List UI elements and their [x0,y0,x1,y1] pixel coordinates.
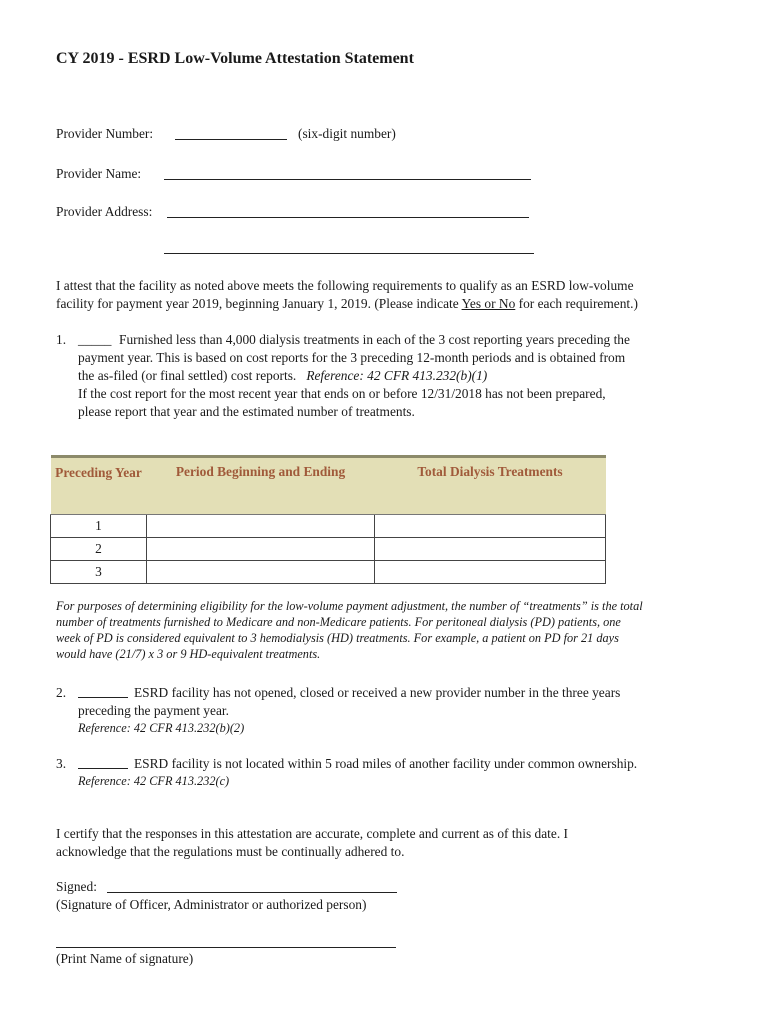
note-line-4: would have (21/7) x 3 or 9 HD-equivalent treatments. [56,647,321,661]
table-header-row [51,457,606,515]
attest-line-2-post: for each requirement.) [515,296,638,311]
header-preceding-year: Preceding Year [51,457,147,515]
req2-line-1: ESRD facility has not opened, closed or received a new provider number in the three years [134,685,621,700]
attest-line-2 [56,296,638,312]
certify-line-1: I certify that the responses in this attestation are accurate, complete and current as of this date. I [56,826,568,841]
row-treatments-cell[interactable] [375,561,606,584]
req1-line-4: If the cost report for the most recent year that ends on or before 12/31/2018 has not been prepared, [78,386,606,401]
provider-name-label: Provider Name: [56,166,142,181]
note-line-2: number of treatments furnished to Medicare and non-Medicare patients. For peritoneal dialysis (PD) patients, one [56,615,621,629]
row-treatments-cell[interactable] [375,515,606,538]
attest-line-1: I attest that the facility as noted above meets the following requirements to qualify as an ESRD low-volume [56,278,634,293]
provider-name-field[interactable] [164,179,531,180]
provider-number-field[interactable] [175,139,287,140]
row-period-cell[interactable] [147,561,375,584]
provider-address-field-2[interactable] [164,253,534,254]
certify-line-2: acknowledge that the regulations must be continually adhered to. [56,844,405,859]
provider-address-field-1[interactable] [167,217,529,218]
req1-line-2: payment year. This is based on cost reports for the 3 preceding 12-month periods and is obtained from [78,350,626,365]
row-period-cell[interactable] [147,515,375,538]
provider-number-hint: (six-digit number) [298,126,396,141]
req2-number: 2. [56,685,67,700]
signature-field[interactable] [107,892,397,893]
header-total-treatments: Total Dialysis Treatments [375,457,606,515]
req3-blank[interactable] [78,768,128,769]
req3-reference: Reference: 42 CFR 413.232(c) [78,774,230,788]
provider-address-label: Provider Address: [56,204,153,219]
table-row [51,561,606,584]
table-row [51,515,606,538]
req1-blank[interactable]: _____ [78,332,112,347]
signed-label: Signed: [56,879,97,894]
print-name-field[interactable] [56,947,396,948]
req1-line-3-text: the as-filed (or final settled) cost reports. [78,368,297,383]
req1-line-1: Furnished less than 4,000 dialysis treatments in each of the 3 cost reporting years preceding the [119,332,630,347]
req1-line-5: please report that year and the estimated number of treatments. [78,404,415,419]
note-line-1: For purposes of determining eligibility for the low-volume payment adjustment, the number of “treatments” is the total [56,599,643,613]
row-year: 1 [51,515,147,538]
row-period-cell[interactable] [147,538,375,561]
req1-line-3 [78,368,487,384]
row-year: 3 [51,561,147,584]
note-line-3: week of PD is considered equivalent to 3 hemodialysis (HD) treatments. For example, a patient on PD for 21 days [56,631,619,645]
print-name-caption: (Print Name of signature) [56,951,194,966]
row-treatments-cell[interactable] [375,538,606,561]
header-period: Period Beginning and Ending [147,457,375,515]
req1-number: 1. [56,332,67,347]
provider-number-label: Provider Number: [56,126,154,141]
yes-or-no: Yes or No [461,296,516,311]
req3-number: 3. [56,756,67,771]
req3-line-1: ESRD facility is not located within 5 road miles of another facility under common ownership. [134,756,638,771]
attest-line-2-pre: facility for payment year 2019, beginning January 1, 2019. (Please indicate [56,296,462,311]
req2-line-2: preceding the payment year. [78,703,229,718]
treatments-table [50,455,606,584]
req1-reference: Reference: 42 CFR 413.232(b)(1) [306,368,488,383]
row-year: 2 [51,538,147,561]
signature-caption: (Signature of Officer, Administrator or authorized person) [56,897,367,912]
req2-reference: Reference: 42 CFR 413.232(b)(2) [78,721,245,735]
table-row [51,538,606,561]
page-title: CY 2019 - ESRD Low-Volume Attestation Statement [56,50,414,67]
req2-blank[interactable] [78,697,128,698]
